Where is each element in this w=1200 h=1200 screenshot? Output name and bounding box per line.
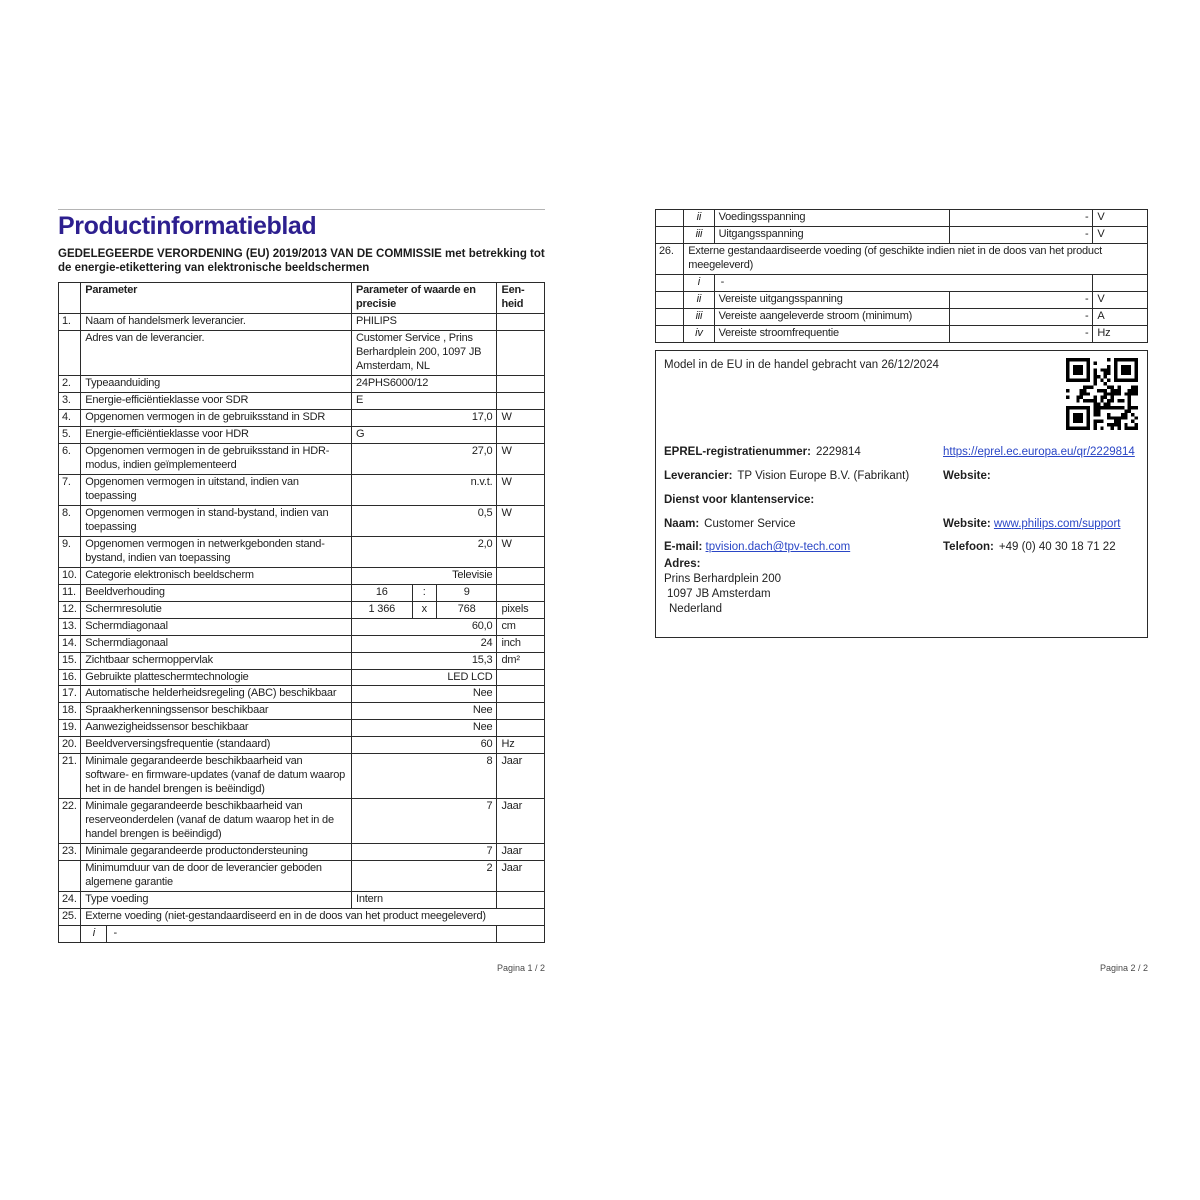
- table-row: [59, 892, 545, 909]
- cell-num: [656, 226, 684, 243]
- cell-label: Opgenomen vermogen in netwerkgebonden stand-bystand, indien van toepassing: [81, 536, 352, 567]
- table-row: [656, 308, 1148, 325]
- table-row: [59, 443, 545, 474]
- cell-val: -: [949, 291, 1092, 308]
- cell-num: [656, 291, 684, 308]
- cell-num: [656, 210, 684, 227]
- cell-label: Adres van de leverancier.: [81, 331, 352, 376]
- cell-label: Gebruikte platteschermtechnologie: [81, 669, 352, 686]
- table-row: [59, 584, 545, 601]
- cell-label: Minimumduur van de door de leverancier geboden algemene garantie: [81, 861, 352, 892]
- table-row: [59, 926, 545, 943]
- cell-label: Externe gestandaardiseerde voeding (of geschikte indien niet in de doos van het product meegeleverd): [684, 243, 1148, 274]
- cell-num: 8.: [59, 505, 81, 536]
- cell-val: 2,0: [352, 536, 497, 567]
- cell-val: -: [949, 226, 1092, 243]
- table-row: [59, 376, 545, 393]
- table-row: [59, 426, 545, 443]
- cell-num: [59, 283, 81, 314]
- cell-unit: cm: [497, 618, 545, 635]
- page-2: [655, 209, 1148, 638]
- cell-val: 17,0: [352, 410, 497, 427]
- cell-label: Energie-efficiëntieklasse voor SDR: [81, 393, 352, 410]
- table-row: [59, 314, 545, 331]
- phone-label: Telefoon:: [943, 541, 994, 554]
- cell-val: Nee: [352, 720, 497, 737]
- cell-val: -: [949, 210, 1092, 227]
- table-row: [656, 243, 1148, 274]
- cell-val: 24: [352, 635, 497, 652]
- cell-val: 60,0: [352, 618, 497, 635]
- cell-val: Intern: [352, 892, 497, 909]
- cell-sub: ii: [684, 291, 714, 308]
- cell-num: 9.: [59, 536, 81, 567]
- page2-footer: Pagina 2 / 2: [1099, 963, 1148, 973]
- cell-val: 7: [352, 844, 497, 861]
- eprel-link-cell: [943, 445, 1139, 460]
- cell-label: Type voeding: [81, 892, 352, 909]
- cell-val: 27,0: [352, 443, 497, 474]
- cell-label: Energie-efficiëntieklasse voor HDR: [81, 426, 352, 443]
- cell-val: Nee: [352, 703, 497, 720]
- cell-label: Parameter: [81, 283, 352, 314]
- cell-val: Televisie: [352, 567, 497, 584]
- service-name: [664, 517, 943, 532]
- cell-unit: [1093, 274, 1148, 291]
- cell-num: 19.: [59, 720, 81, 737]
- cell-unit: inch: [497, 635, 545, 652]
- table-row: [59, 410, 545, 427]
- website-label: Website:: [943, 469, 991, 482]
- eprel-number: [664, 445, 943, 460]
- cell-num: 5.: [59, 426, 81, 443]
- table-row: [656, 274, 1148, 291]
- cell-sub: i: [81, 926, 107, 943]
- customer-service-heading: Dienst voor klantenservice:: [664, 493, 815, 506]
- cell-unit: V: [1093, 291, 1148, 308]
- cell-unit: [497, 376, 545, 393]
- cell-num: 25.: [59, 909, 81, 926]
- cell-label: Spraakherkenningssensor beschikbaar: [81, 703, 352, 720]
- regulation-subtitle: GEDELEGEERDE VERORDENING (EU) 2019/2013 VAN DE COMMISSIE met betrekking tot de energie-etikettering van elektronische beeldschermen: [58, 247, 545, 274]
- email-link[interactable]: tpvision.dach@tpv-tech.com: [705, 541, 851, 554]
- cell-label: Opgenomen vermogen in stand-bystand, indien van toepassing: [81, 505, 352, 536]
- cell-val: LED LCD: [352, 669, 497, 686]
- address-label: Adres:: [664, 558, 701, 571]
- cell-unit: [497, 892, 545, 909]
- cell-val: Nee: [352, 686, 497, 703]
- website-empty-cell: [943, 469, 1139, 484]
- cell-label: Vereiste stroomfrequentie: [714, 325, 949, 342]
- cell-val: 8: [352, 754, 497, 799]
- eprel-link[interactable]: https://eprel.ec.europa.eu/qr/2229814: [943, 445, 1135, 458]
- supplier-name: [664, 469, 943, 484]
- table-row: [59, 686, 545, 703]
- table-row: [656, 226, 1148, 243]
- cell-dash: -: [714, 274, 1093, 291]
- cell-label: Minimale gegarandeerde beschikbaarheid van reserveonderdelen (vanaf de datum waarop het in de handel brengen is beëindigd): [81, 799, 352, 844]
- cell-val: Customer Service , Prins Berhardplein 200, 1097 JB Amsterdam, NL: [352, 331, 497, 376]
- address-line: Nederland: [669, 603, 723, 616]
- cell-unit: pixels: [497, 601, 545, 618]
- cell-unit: [497, 567, 545, 584]
- cell-val: 15,3: [352, 652, 497, 669]
- cell-unit: Hz: [497, 737, 545, 754]
- cell-label: Beeldverhouding: [81, 584, 352, 601]
- email-row: [664, 540, 1139, 555]
- cell-val: 24PHS6000/12: [352, 376, 497, 393]
- table-row: [59, 567, 545, 584]
- cell-num: [59, 331, 81, 376]
- cell-label: Schermdiagonaal: [81, 618, 352, 635]
- cell-num: 3.: [59, 393, 81, 410]
- eprel-row: [664, 445, 1139, 460]
- cell-val: -: [949, 308, 1092, 325]
- cell-val: 2: [352, 861, 497, 892]
- cell-num: 6.: [59, 443, 81, 474]
- table-row: [59, 909, 545, 926]
- cell-unit: W: [497, 536, 545, 567]
- email-label: E-mail:: [664, 541, 703, 554]
- cell-sub: i: [684, 274, 714, 291]
- power-supply-table-body: [656, 210, 1148, 343]
- eprel-value: 2229814: [815, 445, 861, 458]
- cell-label: Categorie elektronisch beeldscherm: [81, 567, 352, 584]
- cell-unit: Jaar: [497, 861, 545, 892]
- cell-val: E: [352, 393, 497, 410]
- cell-label: Naam of handelsmerk leverancier.: [81, 314, 352, 331]
- service-name-value: Customer Service: [704, 517, 796, 530]
- cell-unit: V: [1093, 226, 1148, 243]
- cell-unit: [497, 669, 545, 686]
- cell-unit: A: [1093, 308, 1148, 325]
- cell-unit: Jaar: [497, 799, 545, 844]
- table-row: [59, 618, 545, 635]
- cell-unit: V: [1093, 210, 1148, 227]
- cell-unit: [497, 331, 545, 376]
- cell-val: PHILIPS: [352, 314, 497, 331]
- cell-num: 24.: [59, 892, 81, 909]
- table-row: [59, 505, 545, 536]
- cell-label: Opgenomen vermogen in uitstand, indien van toepassing: [81, 474, 352, 505]
- table-row: [59, 331, 545, 376]
- cell-label: Opgenomen vermogen in de gebruiksstand in SDR: [81, 410, 352, 427]
- page-title: Productinformatieblad: [58, 212, 317, 240]
- cell-num: 1.: [59, 314, 81, 331]
- cell-unit: W: [497, 410, 545, 427]
- cell-unit: W: [497, 443, 545, 474]
- table-row: [59, 754, 545, 799]
- cell-unit: dm²: [497, 652, 545, 669]
- table-row: [59, 536, 545, 567]
- service-name-row: [664, 517, 1139, 532]
- eprel-qr-code: [1066, 358, 1138, 430]
- cell-val: 0,5: [352, 505, 497, 536]
- table-row: [59, 720, 545, 737]
- cell-label: Uitgangsspanning: [714, 226, 949, 243]
- cell-num: [656, 274, 684, 291]
- cell-sep: :: [412, 584, 436, 601]
- eprel-label: EPREL-registratienummer:: [664, 445, 811, 458]
- cell-sub: ii: [684, 210, 714, 227]
- cell-num: 11.: [59, 584, 81, 601]
- cell-num: 20.: [59, 737, 81, 754]
- table-row: [59, 474, 545, 505]
- cell-num: [59, 861, 81, 892]
- cell-val: 7: [352, 799, 497, 844]
- cell-label: Vereiste aangeleverde stroom (minimum): [714, 308, 949, 325]
- model-market-date: Model in de EU in de handel gebracht van 26/12/2024: [664, 358, 939, 371]
- cell-num: 7.: [59, 474, 81, 505]
- cell-unit: Jaar: [497, 754, 545, 799]
- cell-unit: [497, 314, 545, 331]
- cell-num: 13.: [59, 618, 81, 635]
- cell-val: 60: [352, 737, 497, 754]
- cell-label: Opgenomen vermogen in de gebruiksstand in HDR-modus, indien geïmplementeerd: [81, 443, 352, 474]
- cell-label: Typeaanduiding: [81, 376, 352, 393]
- support-website-label: Website:: [943, 517, 991, 530]
- table-row: [59, 601, 545, 618]
- cell-label: Voedingsspanning: [714, 210, 949, 227]
- page-1: [58, 209, 545, 943]
- cell-dash: -: [107, 926, 497, 943]
- cell-num: 23.: [59, 844, 81, 861]
- cell-num: 4.: [59, 410, 81, 427]
- address-line: 1097 JB Amsterdam: [667, 588, 771, 601]
- cell-unit: W: [497, 505, 545, 536]
- product-parameter-table: [58, 282, 545, 943]
- cell-label: Parameter of waarde en precisie: [352, 283, 497, 314]
- cell-val: n.v.t.: [352, 474, 497, 505]
- cell-num: 26.: [656, 243, 684, 274]
- cell-num: 21.: [59, 754, 81, 799]
- phone-cell: [943, 540, 1139, 555]
- cell-num: 17.: [59, 686, 81, 703]
- table-row: [59, 703, 545, 720]
- cell-label: Minimale gegarandeerde productondersteuning: [81, 844, 352, 861]
- cell-val: 16: [352, 584, 413, 601]
- cell-num: 15.: [59, 652, 81, 669]
- supplier-label: Leverancier:: [664, 469, 733, 482]
- cell-num: [59, 926, 81, 943]
- cell-unit: [497, 584, 545, 601]
- cell-unit: Een-heid: [497, 283, 545, 314]
- table-row: [656, 210, 1148, 227]
- table-row: [59, 799, 545, 844]
- cell-unit: [497, 926, 545, 943]
- cell-unit: [497, 686, 545, 703]
- cell-num: 18.: [59, 703, 81, 720]
- cell-num: [656, 325, 684, 342]
- cell-num: 2.: [59, 376, 81, 393]
- table-row: [59, 652, 545, 669]
- table-row: [59, 283, 545, 314]
- customer-service-heading-row: [664, 493, 1139, 508]
- support-website-cell: [943, 517, 1139, 532]
- cell-num: 22.: [59, 799, 81, 844]
- cell-unit: W: [497, 474, 545, 505]
- service-name-label: Naam:: [664, 517, 700, 530]
- cell-sub: iii: [684, 308, 714, 325]
- address-block: [664, 557, 1139, 617]
- table-row: [59, 393, 545, 410]
- cell-unit: [497, 393, 545, 410]
- cell-val: -: [949, 325, 1092, 342]
- cell-label: Externe voeding (niet-gestandaardiseerd en in de doos van het product meegeleverd): [81, 909, 545, 926]
- product-parameter-table-body: [59, 283, 545, 943]
- address-line: Prins Berhardplein 200: [664, 573, 781, 586]
- supplier-row: [664, 469, 1139, 484]
- cell-num: 16.: [59, 669, 81, 686]
- cell-unit: Hz: [1093, 325, 1148, 342]
- support-website-link[interactable]: www.philips.com/support: [993, 517, 1121, 530]
- table-row: [59, 737, 545, 754]
- table-row: [656, 291, 1148, 308]
- cell-label: Minimale gegarandeerde beschikbaarheid van software- en firmware-updates (vanaf de datum waarop het in de handel brengen is beëindigd): [81, 754, 352, 799]
- cell-num: [656, 308, 684, 325]
- table-row: [59, 861, 545, 892]
- table-row: [59, 844, 545, 861]
- power-supply-table: [655, 209, 1148, 343]
- supplier-info-box: [655, 350, 1148, 638]
- cell-unit: [497, 703, 545, 720]
- cell-label: Aanwezigheidssensor beschikbaar: [81, 720, 352, 737]
- cell-num: 10.: [59, 567, 81, 584]
- cell-label: Automatische helderheidsregeling (ABC) beschikbaar: [81, 686, 352, 703]
- cell-label: Schermresolutie: [81, 601, 352, 618]
- page1-footer: Pagina 1 / 2: [496, 963, 545, 973]
- email-cell: [664, 540, 943, 555]
- cell-sub: iii: [684, 226, 714, 243]
- cell-unit: [497, 720, 545, 737]
- table-row: [59, 635, 545, 652]
- cell-label: Schermdiagonaal: [81, 635, 352, 652]
- cell-label: Vereiste uitgangsspanning: [714, 291, 949, 308]
- cell-val: 768: [436, 601, 497, 618]
- cell-sub: iv: [684, 325, 714, 342]
- supplier-value: TP Vision Europe B.V. (Fabrikant): [737, 469, 910, 482]
- cell-val: 1 366: [352, 601, 413, 618]
- table-row: [59, 669, 545, 686]
- cell-num: 12.: [59, 601, 81, 618]
- cell-sep: x: [412, 601, 436, 618]
- phone-value: +49 (0) 40 30 18 71 22: [998, 541, 1116, 554]
- cell-label: Beeldverversingsfrequentie (standaard): [81, 737, 352, 754]
- cell-unit: Jaar: [497, 844, 545, 861]
- cell-num: 14.: [59, 635, 81, 652]
- cell-val: G: [352, 426, 497, 443]
- table-row: [656, 325, 1148, 342]
- cell-val: 9: [436, 584, 497, 601]
- cell-unit: [497, 426, 545, 443]
- cell-label: Zichtbaar schermoppervlak: [81, 652, 352, 669]
